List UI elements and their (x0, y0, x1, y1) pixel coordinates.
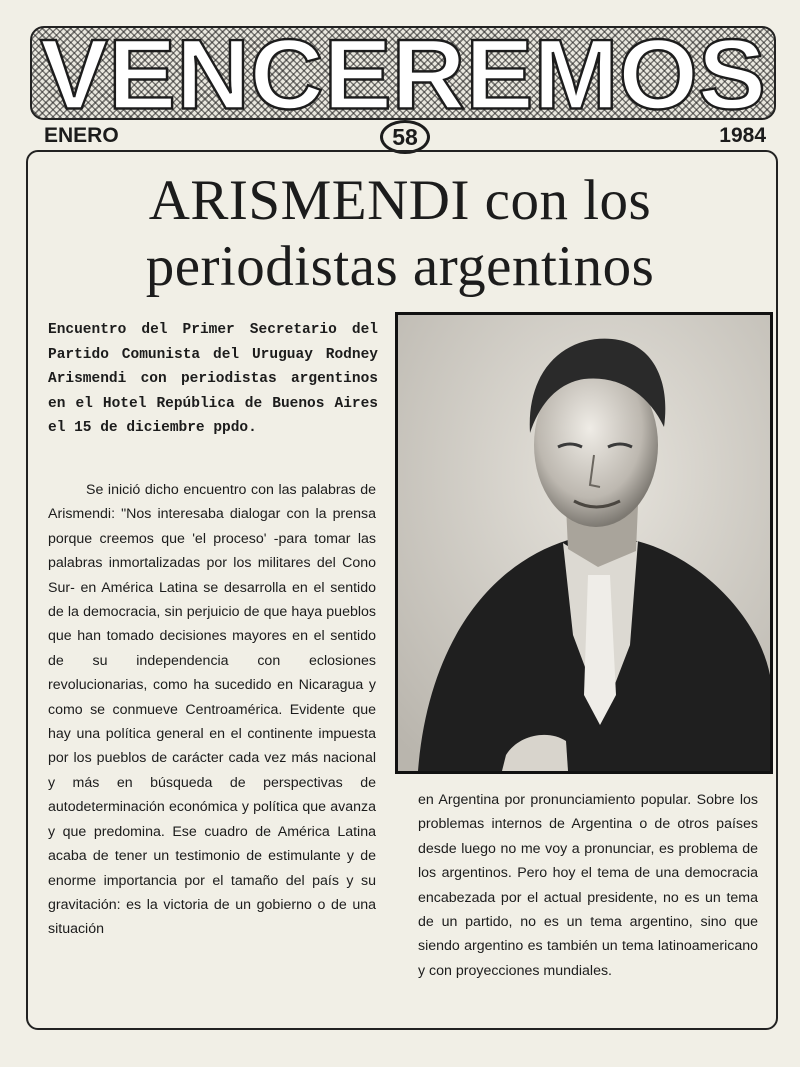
body-column-right: en Argentina por pronunciamiento popular. Sobre los problemas internos de Argentina o de otros países desde luego no me voy a pronunciar, es problema de los argentinos. Pero hoy el tema de una democracia encabezada por el actual presidente, no es un tema de un partido, no es un tema argentino, sino que siendo argentino es también un tema latinoamericano y con proyecciones mundiales. (418, 792, 758, 979)
headline-line-1: ARISMENDI con los (148, 169, 652, 232)
headline (40, 168, 760, 300)
masthead (30, 26, 776, 120)
portrait-photo (395, 312, 773, 774)
masthead-logo (32, 28, 774, 118)
body-column-left: Se inició dicho encuentro con las palabras de Arismendi: "Nos interesaba dialogar con la prensa porque creemos que 'el proceso' -para tomar las palabras inmortalizadas por los militares del Cono Sur- en América Latina se desarrolla en el sentido de la democracia, sin perjuicio de que haya pueblos que han tomado decisiones mayores en el sentido de su independencia con eclosiones revolucionarias, como ha sucedido en Nicaragua y como se conmueve Centroamérica. Evidente que hay una política general en el continente impuesta por los pueblos de carácter cada vez más nacional y más en búsqueda de perspectivas de autodeterminación económica y política que avanza y que predomina. Ese cuadro de América Latina acaba de tener un testimonio de estimulante y de enorme importancia por el tamaño del país y su gravitación: es la victoria de un gobierno o de una situación (48, 482, 376, 938)
lead-paragraph: Encuentro del Primer Secretario del Partido Comunista del Uruguay Rodney Arismendi con periodistas argentinos en el Hotel República de Buenos Aires el 15 de diciembre ppdo. (48, 322, 378, 436)
issue-number: 58 (380, 120, 430, 154)
issue-year: 1984 (719, 124, 766, 147)
masthead-title: VENCEREMOS (39, 28, 767, 118)
issue-month: ENERO (44, 124, 119, 147)
headline-line-2: periodistas argentinos (145, 235, 655, 298)
portrait-photo-icon (398, 315, 770, 771)
